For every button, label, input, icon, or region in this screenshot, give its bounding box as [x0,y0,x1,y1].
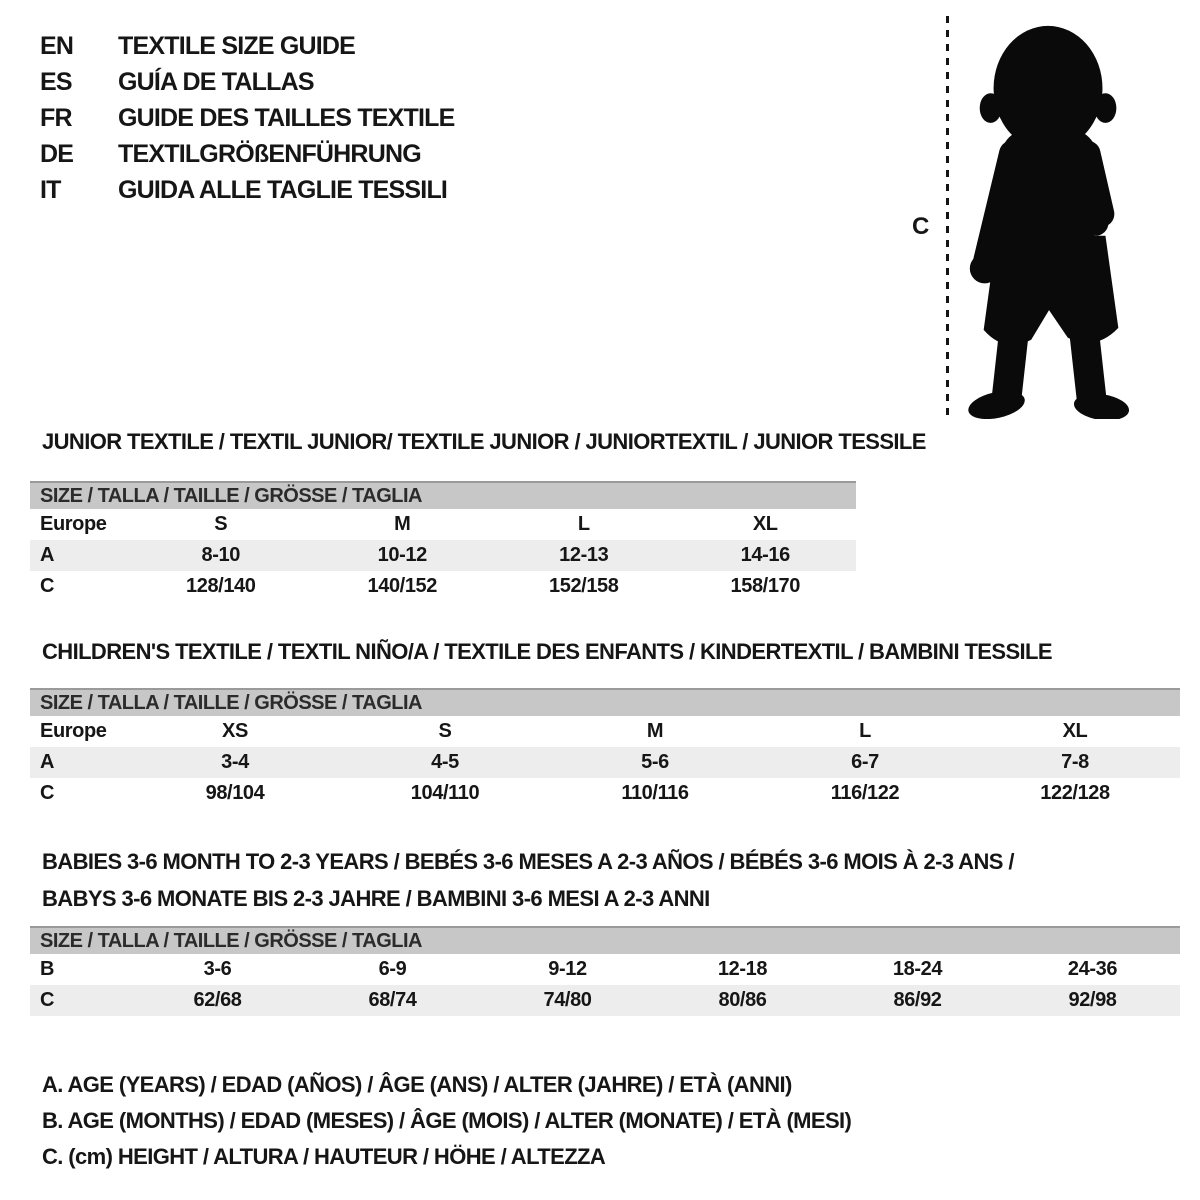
height-measure-label: C [912,213,930,240]
row-label-cell: B [40,958,55,980]
value-cell: 12-13 [559,544,609,566]
value-cell: 86/92 [893,989,942,1011]
language-code: EN [40,31,74,60]
value-cell: 7-8 [1061,751,1089,773]
value-cell: 158/170 [730,575,800,597]
value-cell: M [646,720,664,742]
section-title-babies-line1: BABIES 3-6 MONTH TO 2-3 YEARS / BEBÉS 3-6 MESES A 2-3 AÑOS / BÉBÉS 3-6 MOIS À 2-3 ANS / [42,849,1014,874]
row-label-cell: C [40,782,55,804]
value-cell: 104/110 [410,782,480,804]
table-row [30,571,856,602]
value-cell: 12-18 [717,958,768,980]
value-cell: 3-6 [203,958,232,980]
footnote-c: C. (cm) HEIGHT / ALTURA / HAUTEUR / HÖHE / ALTEZZA [42,1144,606,1169]
footnote-a: A. AGE (YEARS) / EDAD (AÑOS) / ÂGE (ANS) / ALTER (JAHRE) / ETÀ (ANNI) [42,1072,792,1097]
value-cell: 98/104 [205,782,265,804]
language-row [40,64,455,100]
table-row [30,747,1180,778]
value-cell: M [394,513,411,535]
language-title: GUIDA ALLE TAGLIE TESSILI [118,175,448,204]
row-label-cell: C [40,575,55,597]
language-code: IT [40,175,61,204]
table-row [30,954,1180,985]
value-cell: 152/158 [549,575,619,597]
language-title: GUIDE DES TAILLES TEXTILE [118,103,455,132]
value-cell: 14-16 [740,544,790,566]
value-cell: 92/98 [1068,989,1117,1011]
value-cell: S [214,513,228,535]
row-label-cell: Europe [40,513,107,535]
value-cell: 62/68 [193,989,242,1011]
value-cell: XS [222,720,248,742]
value-cell: 9-12 [548,958,587,980]
language-title: GUÍA DE TALLAS [118,67,314,96]
value-cell: 8-10 [201,544,240,566]
language-row [40,100,455,136]
value-cell: XL [752,513,778,535]
language-title: TEXTILGRÖßENFÜHRUNG [118,139,421,168]
value-cell: 140/152 [367,575,437,597]
value-cell: L [859,720,871,742]
babies-size-table [30,926,1180,1016]
language-title: TEXTILE SIZE GUIDE [118,31,356,60]
value-cell: 74/80 [543,989,592,1011]
value-cell: 128/140 [186,575,256,597]
value-cell: 80/86 [718,989,767,1011]
value-cell: S [438,720,452,742]
value-cell: 10-12 [377,544,427,566]
footnote-b: B. AGE (MONTHS) / EDAD (MESES) / ÂGE (MOIS) / ALTER (MONATE) / ETÀ (MESI) [42,1108,852,1133]
height-dashed-line [946,16,949,416]
size-header-bar: SIZE / TALLA / TAILLE / GRÖSSE / TAGLIA [30,926,1180,954]
value-cell: 110/116 [621,782,689,804]
table-row [30,716,1180,747]
value-cell: 3-4 [221,751,249,773]
value-cell: L [577,513,590,535]
children-size-table [30,688,1180,809]
section-title-babies-line2: BABYS 3-6 MONATE BIS 2-3 JAHRE / BAMBINI 3-6 MESI A 2-3 ANNI [42,886,710,911]
language-row [40,28,455,64]
language-code: ES [40,67,72,96]
row-label-cell: C [40,989,55,1011]
language-row [40,172,455,208]
value-cell: 68/74 [368,989,417,1011]
table-row [30,540,856,571]
value-cell: 6-9 [378,958,407,980]
value-cell: 116/122 [830,782,900,804]
section-title-junior: JUNIOR TEXTILE / TEXTIL JUNIOR/ TEXTILE JUNIOR / JUNIORTEXTIL / JUNIOR TESSILE [42,429,926,454]
toddler-silhouette-icon [956,13,1146,419]
value-cell: 18-24 [892,958,943,980]
junior-size-table [30,481,856,602]
language-code: DE [40,139,74,168]
value-cell: 6-7 [851,751,879,773]
value-cell: XL [1062,720,1088,742]
language-guide [40,28,455,208]
row-label-cell: A [40,751,55,773]
row-label-cell: A [40,544,55,566]
size-header-bar: SIZE / TALLA / TAILLE / GRÖSSE / TAGLIA [30,481,856,509]
value-cell: 122/128 [1040,782,1110,804]
value-cell: 24-36 [1067,958,1118,980]
row-label-cell: Europe [40,720,107,742]
value-cell: 5-6 [641,751,669,773]
table-row [30,985,1180,1016]
value-cell: 4-5 [431,751,459,773]
table-row [30,778,1180,809]
size-header-bar: SIZE / TALLA / TAILLE / GRÖSSE / TAGLIA [30,688,1180,716]
language-row [40,136,455,172]
table-row [30,509,856,540]
section-title-children: CHILDREN'S TEXTILE / TEXTIL NIÑO/A / TEXTILE DES ENFANTS / KINDERTEXTIL / BAMBINI TESSILE [42,639,1052,664]
language-code: FR [40,103,72,132]
